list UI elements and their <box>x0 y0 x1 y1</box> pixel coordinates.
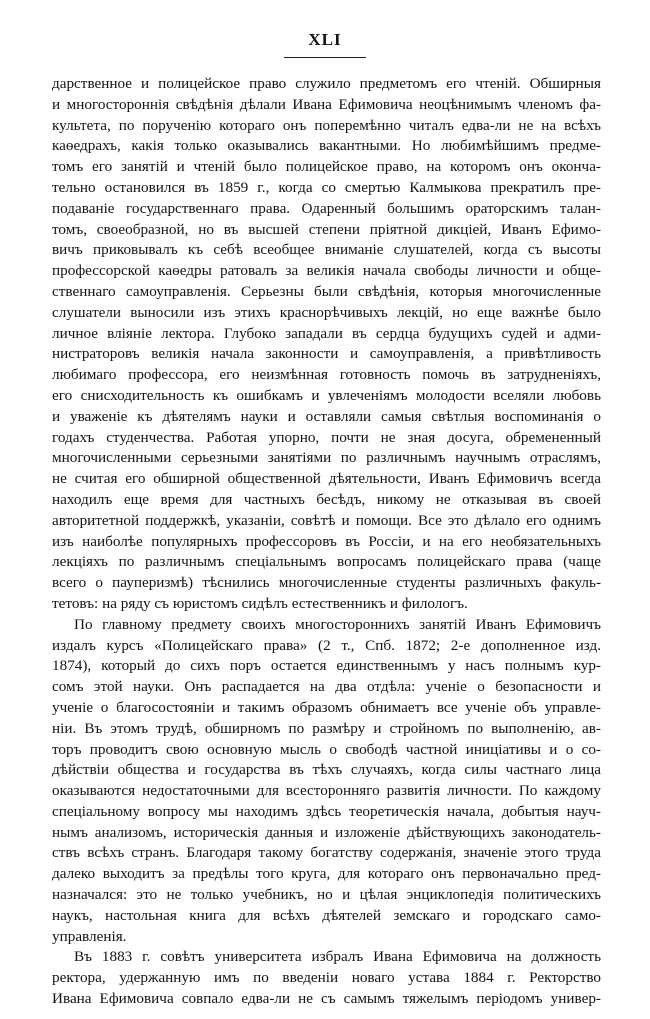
text-line: нистраторовъ великія начала законности и самоуправленія, а привѣтливость <box>52 345 601 363</box>
text-line: и многостороннія свѣдѣнія дѣлали Ивана Ефимовича неоцѣнимымъ членомъ фа- <box>52 95 601 113</box>
text-line: томъ, своеобразной, но въ высшей степени пріятной дикціей, Иванъ Ефимо- <box>52 220 601 238</box>
page-number: XLI <box>308 30 342 49</box>
text-line: дѣйствіи общества и государства въ тѣхъ случаяхъ, когда силы частнаго лица <box>52 761 601 779</box>
text-line: слушатели выносили изъ этихъ краснорѣчивыхъ лекцій, но еще важнѣе было <box>52 303 601 321</box>
text-line: ученіе о благосостояніи и такимъ образомъ обнимаетъ все ученіе объ управле- <box>52 698 601 716</box>
text-line: и уваженіе къ дѣятелямъ науки и оставляли самыя свѣтлыя воспоминанія о <box>52 407 601 425</box>
text-line: находилъ еще время для частныхъ бесѣдъ, никому не отказывая въ своей <box>52 490 601 508</box>
text-line: тетовъ: на ряду съ юристомъ сидѣлъ естественникъ и филологъ. <box>52 594 468 612</box>
body-text <box>52 74 601 1010</box>
text-line: издалъ курсъ «Полицейскаго права» (2 т., Спб. 1872; 2-е дополненное изд. <box>52 636 601 654</box>
text-line: ственнаго самоуправленія. Серьезны были свѣдѣнія, которыя многочисленные <box>52 282 601 300</box>
text-line: каѳедрахъ, какія только оказывались вакантными. Но любимѣйшимъ предме- <box>52 137 601 155</box>
text-line: спеціальному вопросу мы находимъ здѣсь теоретическія начала, добытыя науч- <box>52 802 601 820</box>
text-line: оказываются недостаточными для всесторонняго развитія личности. По каждому <box>52 782 601 800</box>
text-line: 1874), который до сихъ поръ остается единственнымъ у насъ полнымъ кур- <box>52 657 601 675</box>
text-line: управленія. <box>52 927 127 945</box>
text-line: тельно остановился въ 1859 г., когда со смертью Калмыкова прекратилъ пре- <box>52 178 601 196</box>
text-line: сомъ этой науки. Онъ распадается на два отдѣла: ученіе о безопасности и <box>52 678 601 696</box>
text-line: не считая его обширной общественной дѣятельности, Иванъ Ефимовичъ всегда <box>52 470 601 488</box>
text-line: торъ проводитъ свою основную мысль о свободѣ частной иниціативы и о со- <box>52 740 601 758</box>
text-line: По главному предмету своихъ многостороннихъ занятій Иванъ Ефимовичъ <box>74 615 601 633</box>
text-line: многочисленными серьезными занятіями по различнымъ научнымъ отраслямъ, <box>52 449 601 467</box>
paragraph <box>52 947 601 1009</box>
paragraph <box>52 615 601 948</box>
text-line: профессорской каѳедры ратовалъ за великія начала свободы личности и обще- <box>52 262 601 280</box>
text-line: лекціяхъ по различнымъ спеціальнымъ вопросамъ полицейскаго права (чаще <box>52 553 601 571</box>
text-line: наукъ, настольная книга для всѣхъ дѣятелей земскаго и городскаго само- <box>52 906 601 924</box>
text-line: изъ наиболѣе популярныхъ профессоровъ въ Россіи, и на его необязательныхъ <box>52 532 601 550</box>
text-line: томъ его занятій и чтеній было полицейское право, на которомъ онъ оконча- <box>52 158 601 176</box>
text-line: вичъ приковывалъ къ себѣ всеобщее вниманіе слушателей, когда съ высоты <box>52 241 601 259</box>
text-line: далеко выходитъ за предѣлы того круга, для котораго онъ первоначально пред- <box>52 865 601 883</box>
text-line: годахъ студенчества. Работая упорно, почти не зная досуга, обремененный <box>52 428 601 446</box>
text-line: личное вліяніе лектора. Глубоко западали въ сердца будущихъ судей и адми- <box>52 324 601 342</box>
text-line: любимаго профессора, его неизмѣнная готовность помочь въ затрудненіяхъ, <box>52 366 601 384</box>
text-line: всего о пауперизмѣ) тѣснились многочисленные студенты различныхъ факуль- <box>52 574 601 592</box>
text-line: назначался: это не только учебникъ, но и цѣлая энциклопедія политическихъ <box>52 886 601 904</box>
text-line: Ивана Ефимовича совпало едва-ли не съ самымъ тяжелымъ періодомъ универ- <box>52 990 601 1008</box>
paragraph <box>52 74 601 615</box>
text-line: культета, по порученію котораго онъ поперемѣнно читалъ едва-ли не на всѣхъ <box>52 116 601 134</box>
text-line: дарственное и полицейское право служило предметомъ его чтеній. Обширныя <box>52 75 601 92</box>
text-line: ствъ всѣхъ странъ. Благодаря такому богатству содержанія, значеніе этого труда <box>52 844 601 862</box>
text-line: Въ 1883 г. совѣтъ университета избралъ Ивана Ефимовича на должность <box>74 948 601 966</box>
text-line: подаваніе государственнаго права. Одаренный большимъ ораторскимъ талан- <box>52 199 601 217</box>
text-line: нымъ анализомъ, историческія данныя и изложеніе дѣйствующихъ законодатель- <box>52 823 601 841</box>
text-line: его снисходительность къ ошибкамъ и увлеченіямъ молодости вселяли любовь <box>52 386 601 404</box>
text-line: ніи. Въ этомъ трудѣ, обширномъ по размѣру и стройномъ по выполненію, ав- <box>52 719 601 737</box>
header-rule <box>284 57 366 58</box>
text-line: авторитетной поддержкѣ, указаніи, совѣтѣ и помощи. Все это дѣлало его однимъ <box>52 511 601 529</box>
text-line: ректора, удержанную имъ по введеніи новаго устава 1884 г. Ректорство <box>52 969 601 987</box>
